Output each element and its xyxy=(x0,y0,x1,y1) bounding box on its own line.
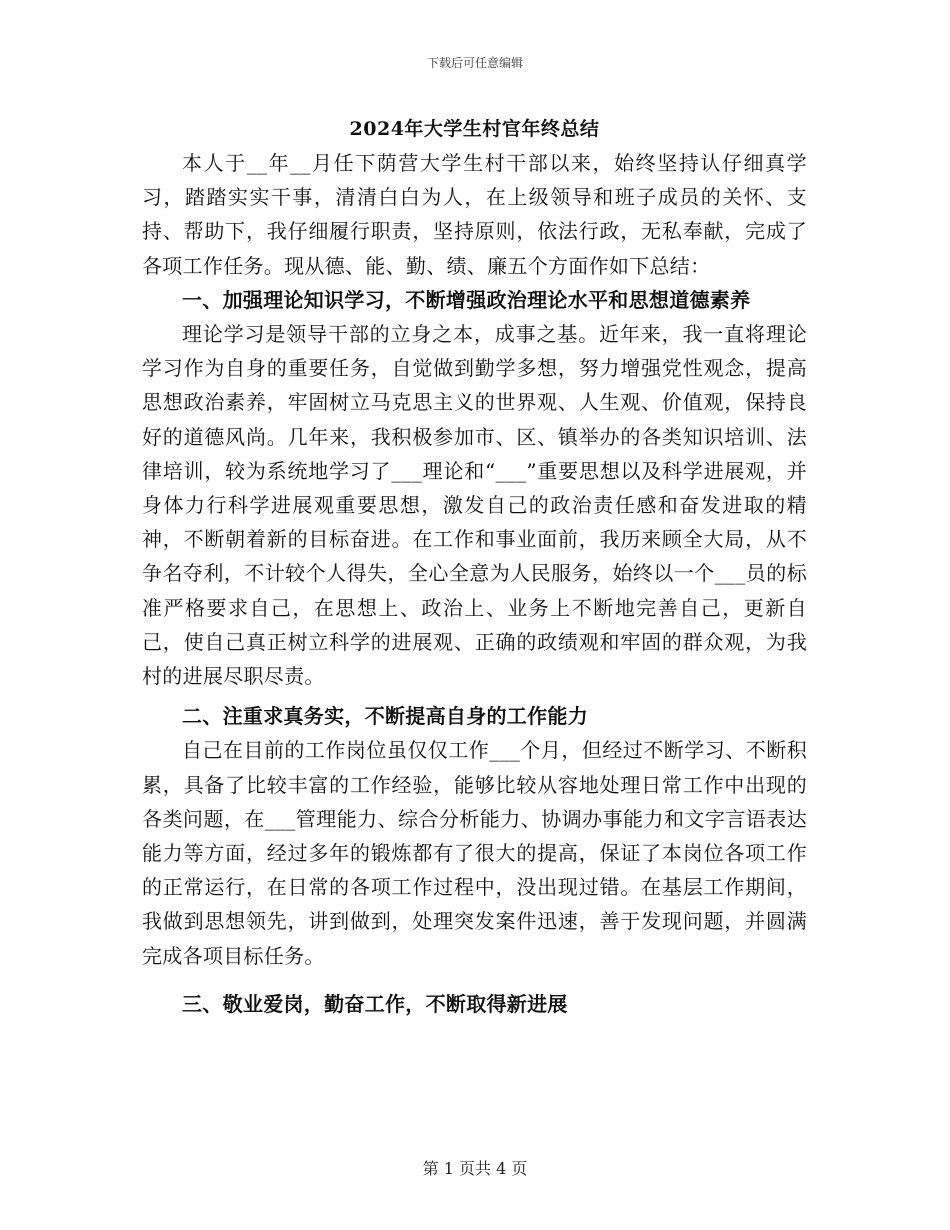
section-heading-3: 三、敬业爱岗，勤奋工作，不断取得新进展 xyxy=(182,991,568,1016)
intro-paragraph: 本人于__年__月任下荫营大学生村干部以来，始终坚持认仔细真学习，踏踏实实干事，清清白白为人，在上级领导和班子成员的关怀、支持、帮助下，我仔细履行职责，坚持原则，依法行政，无私奉献，完成了各项工作任务。现从德、能、勤、绩、廉五个方面作如下总结： xyxy=(142,151,807,278)
document-title: 2024年大学生村官年终总结 xyxy=(349,118,600,140)
header-note: 下载后可任意编辑 xyxy=(426,56,523,70)
section-body-2: 自己在目前的工作岗位虽仅仅工作___个月，但经过不断学习、不断积累，具备了比较丰富的工作经验，能够比较从容地处理日常工作中出现的各类问题，在___管理能力、综合分析能力、协调办事能力和文字言语表达能力等方面，经过多年的锻炼都有了很大的提高，保证了本岗位各项工作的正常运行，在日常的各项工作过程中，没出现过错。在基层工作期间，我做到思想领先，讲到做到，处理突发案件迅速，善于发现问题，并圆满完成各项目标任务。 xyxy=(142,738,807,968)
section-heading-1: 一、加强理论知识学习，不断增强政治理论水平和思想道德素养 xyxy=(182,287,751,312)
document-body xyxy=(142,112,807,1021)
section-body-1: 理论学习是领导干部的立身之本，成事之基。近年来，我一直将理论学习作为自身的重要任务，自觉做到勤学多想，努力增强党性观念，提高思想政治素养，牢固树立马克思主义的世界观、人生观、价值观，保持良好的道德风尚。几年来，我积极参加市、区、镇举办的各类知识培训、法律培训，较为系统地学习了___理论和“___”重要思想以及科学进展观，并身体力行科学进展观重要思想，激发自己的政治责任感和奋发进取的精神，不断朝着新的目标奋进。在工作和事业面前，我历来顾全大局，从不争名夺利，不计较个人得失，全心全意为人民服务，始终以一个___员的标准严格要求自己，在思想上、政治上、业务上不断地完善自己，更新自己，使自己真正树立科学的进展观、正确的政绩观和牢固的群众观，为我村的进展尽职尽责。 xyxy=(142,322,807,689)
page-number: 第 1 页共 4 页 xyxy=(422,1159,528,1178)
section-heading-2: 二、注重求真务实，不断提高自身的工作能力 xyxy=(182,704,588,729)
